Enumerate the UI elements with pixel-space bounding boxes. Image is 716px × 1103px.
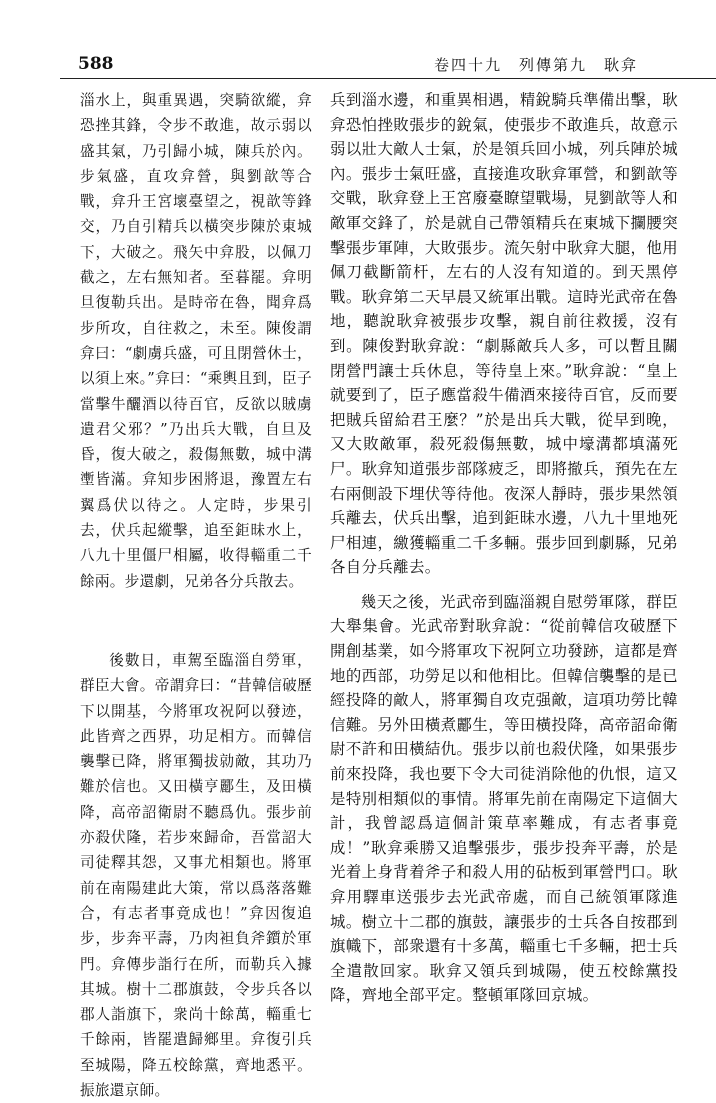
- classical-paragraph: 淄水上，與重異遇，突騎欲縱，弇恐挫其鋒，令步不敢進，故示弱以盛其氣，乃引歸小城，陳兵於內。步氣盛，直攻弇營，與劉歆等合戰，弇升王宮壞臺望之，視歆等鋒交，乃自引精兵以橫突步陳於東城下，大破之。飛矢中弇股，以佩刀截之，左右無知者。至暮罷。弇明旦復勒兵出。是時帝在魯，聞弇爲步所攻，自往救之，未至。陳俊謂弇曰：“劇虜兵盛，可且閉營休士，以須上來。”弇曰：“乘輿且到，臣子當擊牛釃酒以待百官，反欲以賊虜遺君父邪？”乃出兵大戰，自旦及昏，復大破之，殺傷無數，城中溝壍皆滿。弇知步困將退，豫置左右翼爲伏以待之。人定時，步果引去，伏兵起縱擊，追至鉅昧水上，八九十里僵尸相屬，收得輜重二千餘兩。步還劇，兄弟各分兵散去。: [80, 92, 312, 590]
- page-number: 588: [78, 54, 114, 74]
- classical-text-column: [80, 88, 312, 1103]
- page-header: [78, 48, 678, 76]
- translation-paragraph: 幾天之後，光武帝到臨淄親自慰勞軍隊，群臣大舉集會。光武帝對耿弇說：“從前韓信攻破歷下開創基業，如今將軍攻下祝阿立功發跡，這都是齊地的西部，功勞足以和他相比。但韓信襲擊的是已經投降的敵人，將軍獨自攻克强敵，這項功勞比韓信難。另外田橫煮酈生，等田橫投降，高帝詔命衛尉不許和田橫結仇。張步以前也殺伏隆，如果張步前來投降，我也要下令大司徒消除他的仇恨，這又是特別相類似的事情。將軍先前在南陽定下這個大計，我曾認爲這個計策草率難成，有志者事竟成！”耿弇乘勝又追擊張步，張步投奔平壽，於是光着上身背着斧子和殺人用的砧板到軍營門口。耿弇用驛車送張步去光武帝處，而自己統領軍隊進城。樹立十二郡的旗鼓，讓張步的士兵各自按郡到旗幟下，部衆還有十多萬，輜重七千多輛，把士兵全遣散回家。耿弇又領兵到城陽，使五校餘黨投降，齊地全部平定。整頓軍隊回京城。: [330, 592, 678, 1005]
- paragraph-gap: [80, 594, 312, 648]
- classical-paragraph: 後數日，車駕至臨淄自勞軍，群臣大會。帝謂弇曰：“昔韓信破歷下以開基，今將軍攻祝阿以發迹，此皆齊之西界，功足相方。而韓信襲擊已降，將軍獨拔勍敵，其功乃難於信也。又田橫亨酈生，及田橫降，高帝詔衛尉不聽爲仇。張步前亦殺伏隆，若步來歸命，吾當詔大司徒釋其怨，又事尤相類也。將軍前在南陽建此大策，常以爲落落難合，有志者事竟成也！”弇因復追步，步奔平壽，乃肉袒負斧鑕於軍門。弇傳步詣行在所，而勒兵入據其城。樹十二郡旗鼓，令步兵各以郡人詣旗下，衆尚十餘萬，輜重七千餘兩，皆罷遣歸鄉里。弇復引兵至城陽，降五校餘黨，齊地悉平。振旅還京師。: [80, 651, 312, 1099]
- translation-text-column: [330, 88, 678, 1008]
- paragraph-gap: [330, 580, 678, 590]
- header-rule: [60, 78, 716, 79]
- translation-paragraph: 兵到淄水邊，和重異相遇，精銳騎兵準備出擊，耿弇恐怕挫敗張步的銳氣，使張步不敢進兵，故意示弱以壯大敵人士氣，於是領兵回小城，列兵陣於城內。張步士氣旺盛，直接進攻耿弇軍營，和劉歆等交戰，耿弇登上王宮廢臺瞭望戰場，見劉歆等人和敵軍交鋒了，於是就自己帶領精兵在東城下攔腰突擊張步軍陣，大敗張步。流矢射中耿弇大腿，他用佩刀截斷箭杆，左右的人沒有知道的。到天黑停戰。耿弇第二天早晨又統軍出戰。這時光武帝在魯地，聽說耿弇被張步攻擊，親自前往救援，沒有到。陳俊對耿弇說：“劇縣敵兵人多，可以暫且關閉營門讓士兵休息，等待皇上來。”耿弇說：“皇上就要到了，臣子應當殺牛備酒來接待百官，反而要把賊兵留給君王麼？”於是出兵大戰，從早到晚，又大敗敵軍，殺死殺傷無數，城中壕溝都填滿死尸。耿弇知道張步部隊疲乏，即將撤兵，預先在左右兩側設下埋伏等待他。夜深人靜時，張步果然領兵離去，伏兵出擊，追到鉅昧水邊，八九十里地死尸相連，繳獲輜重二千多輛。張步回到劇縣，兄弟各自分兵離去。: [330, 91, 678, 577]
- running-title: 卷四十九 列傳第九 耿弇: [433, 56, 638, 74]
